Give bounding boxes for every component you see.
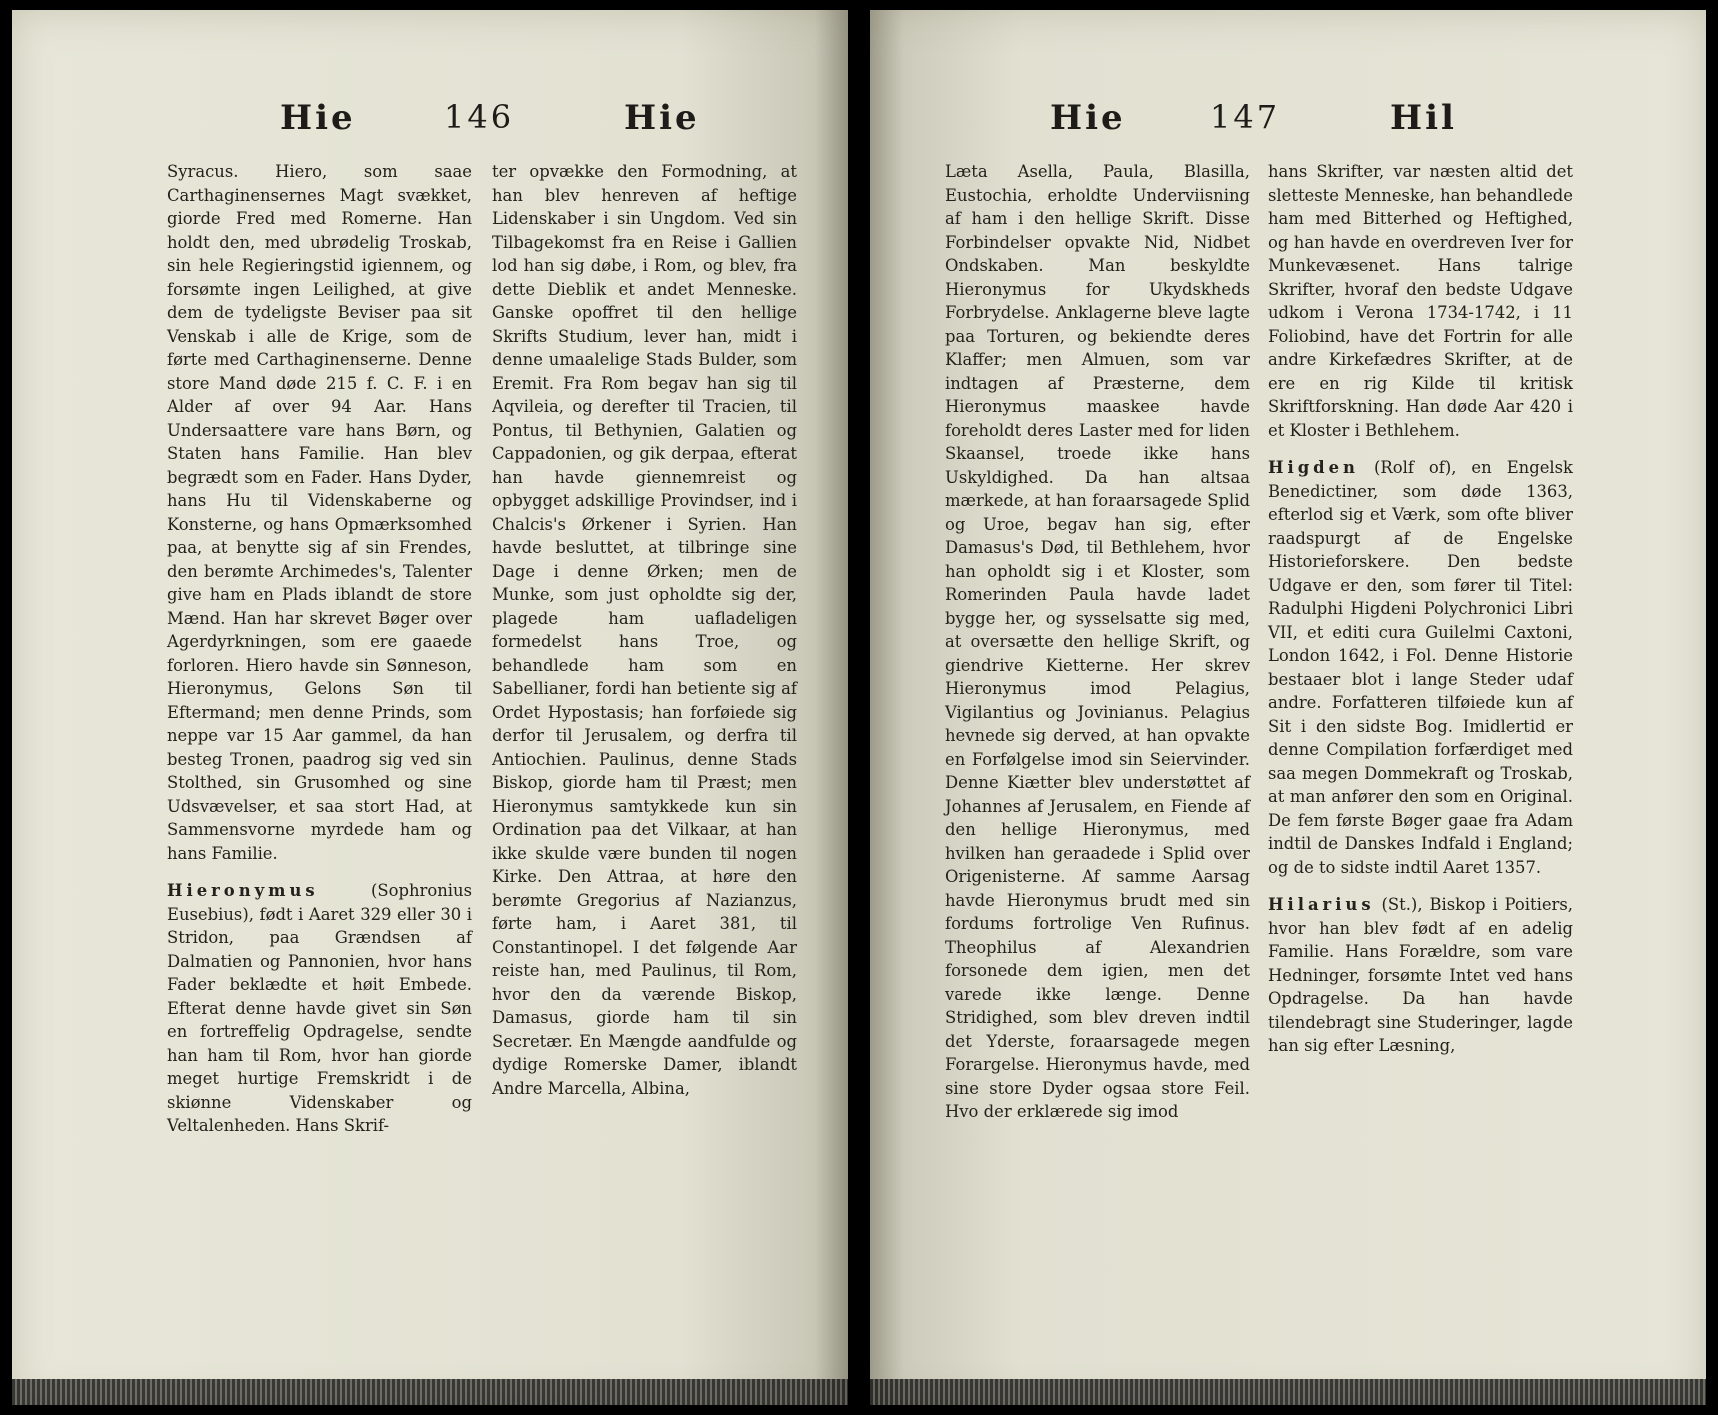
- page-number: 147: [1210, 98, 1281, 136]
- entry-term: Hieronymus: [167, 881, 319, 900]
- left-page: [12, 10, 848, 1405]
- entry-body: Syracus. Hiero, som saae Carthaginensernes Magt svækket, giorde Fred med Romerne. Han holdt den, med ubrødelig Troskab, sin hele Regieringstid igiennem, og forsømte ingen Leilighed, at give dem de tydeligste Beviser paa sit Venskab i alle de Krige, som de førte med Carthaginenserne. Denne store Mand døde 215 f. C. F. i en Alder af over 94 Aar. Hans Undersaattere vare hans Børn, og Staten hans Familie. Han blev begrædt som en Fader. Hans Dyder, hans Hu til Videnskaberne og Konsterne, og hans Opmærksomhed paa, at benytte sig af sin Frendes, den berømte Archimedes's, Talenter give ham en Plads iblandt de store Mænd. Han har skrevet Bøger over Agerdyrkningen, som ere gaaede forloren. Hiero havde sin Sønneson, Hieronymus, Gelons Søn til Eftermand; men denne Prinds, som neppe var 15 Aar gammel, da han besteg Tronen, paadrog sig ved sin Stolthed, sin Grusomhed og sine Udsvævelser, et saa stort Had, at Sammensvorne myrdede ham og hans Familie.: [167, 162, 472, 863]
- text-column: [167, 160, 472, 1152]
- text-column: [945, 160, 1250, 1138]
- headword-right: Hil: [1390, 98, 1457, 138]
- dictionary-entry: [1268, 893, 1573, 1058]
- entry-body: ter opvække den Formodning, at han blev henreven af heftige Lidenskaber i sin Ungdom. Ved sin Tilbagekomst fra en Reise i Gallien lod han sig døbe, i Rom, og blev, fra dette Dieblik et andet Menneske. Ganske opoffret til den hellige Skrifts Studium, lever han, midt i denne umaalelige Stads Bulder, som Eremit. Fra Rom begav han sig til Aqvileia, og derefter til Tracien, til Pontus, til Bethynien, Galatien og Cappadonien, og gik derpaa, efterat han havde giennemreist og opbygget adskillige Provindser, ind i Chalcis's Ørkener i Syrien. Han havde besluttet, at tilbringe sine Dage i denne Ørken; men de Munke, som just opholdte sig der, plagede ham uafladeligen formedelst hans Troe, og behandlede ham som en Sabellianer, fordi han betiente sig af Ordet Hypostasis; han forføiede sig derfor til Jerusalem, og derfra til Antiochien. Paulinus, denne Stads Biskop, giorde ham til Præst; men Hieronymus samtykkede kun sin Ordination paa det Vilkaar, at han ikke skulde være bunden til nogen Kirke. Den Attraa, at høre den berømte Gregorius af Nazianzus, førte ham, i Aaret 381, til Constantinopel. I det følgende Aar reiste han, med Paulinus, til Rom, hvor den da værende Biskop, Damasus, giorde ham til sin Secretær. En Mængde aandfulde og dydige Romerske Damer, iblandt Andre Marcella, Albina,: [492, 162, 797, 1098]
- headword-left: Hie: [280, 98, 356, 138]
- entry-term: Higden: [1268, 458, 1359, 477]
- entry-text: [945, 160, 1250, 1124]
- page-header: [12, 98, 848, 158]
- entry-body: hans Skrifter, var næsten altid det slettestе Menneske, han behandlede ham med Bitterhed og Heftighed, og han havde en overdreven Iver for Munkevæsenet. Hans talrige Skrifter, hvoraf den bedste Udgave udkom i Verona 1734-1742, i 11 Foliobind, have det Fortrin for alle andre Kirkefædres Skrifter, at de ere en rig Kilde til kritisk Skriftforskning. Han døde Aar 420 i et Kloster i Bethlehem.: [1268, 162, 1573, 440]
- dictionary-entry: [1268, 456, 1573, 879]
- entry-body: (St.), Biskop i Poitiers, hvor han blev født af en adelig Familie. Hans Forældre, som vare Hedninger, forsømte Intet ved hans Opdragelse. Da han havde tilendebragt sine Studeringer, lagde han sig efter Læsning,: [1268, 895, 1573, 1055]
- headword-right: Hie: [624, 98, 700, 138]
- headword-left: Hie: [1050, 98, 1126, 138]
- entry-body: Læta Asella, Paula, Blasilla, Eustochia, erholdte Underviisning af ham i den hellige Skrift. Disse Forbindelser opvakte Nid, Nidbet Ondskaben. Man beskyldte Hieronymus for Ukydskheds Forbrydelse. Anklagerne bleve lagte paa Torturen, og bekiendte deres Klaffer; men Almuen, som var indtagen af Præsterne, dem Hieronymus maaskee havde foreholdt deres Laster med for liden Skaansel, troede ikke hans Uskyldighed. Da han altsaa mærkede, at han foraarsagede Splid og Uroe, begav han sig, efter Damasus's Død, til Bethlehem, hvor han opholdt sig i et Kloster, som Romerinden Paula havde ladet bygge her, og sysselsatte sig med, at oversætte den hellige Skrift, og giendrive Kietterne. Her skrev Hieronymus imod Pelagius, Vigilantius og Jovinianus. Pelagius hevnede sig derved, at han opvakte en Forfølgelse imod sin Seiervinder. Denne Kiætter blev understøttet af Johannes af Jerusalem, en Fiende af den hellige Hieronymus, med hvilken han geraadede i Splid over Origenisterne. Af samme Aarsag havde Hieronymus brudt med sin fordums fortrolige Ven Rufinus. Theophilus af Alexandrien forsonede dem igien, men det varede ikke længe. Denne Stridighed, som blev dreven indtil det Yderste, foraarsagede megen Forargelse. Hieronymus havde, med sine store Dyder ogsaa store Feil. Hvo der erklærede sig imod: [945, 162, 1250, 1121]
- entry-text: [167, 160, 472, 865]
- entry-body: (Rolf of), en Engelsk Benedictiner, som døde 1363, efterlod sig et Værk, som ofte bliver raadspurgt af de Engelske Historieforskere. Den bedste Udgave er den, som fører til Titel: Radulphi Higdeni Polychronici Libri VII, et editi cura Guilelmi Caxtoni, London 1642, i Fol. Denne Historie bestaaer blot i lange Steder udaf andre. Forfatteren tilføiede kun af Sit i den sidste Bog. Imidlertid er denne Compilation forfærdiget med saa megen Dommekraft og Troskab, at man anfører den som en Original. De fem første Bøger gaae fra Adam indtil de Danskes Indfald i England; og de to sidste indtil Aaret 1357.: [1268, 458, 1573, 877]
- text-column: [1268, 160, 1573, 1072]
- text-column: [492, 160, 797, 1114]
- right-page: [870, 10, 1706, 1405]
- dictionary-entry: [167, 879, 472, 1138]
- page-number: 146: [444, 98, 515, 136]
- entry-text: [492, 160, 797, 1100]
- entry-body: (Sophronius Eusebius), født i Aaret 329 eller 30 i Stridon, paa Grændsen af Dalmatien og Pannonien, hvor hans Fader beklædte et høit Embede. Efterat denne havde givet sin Søn en fortreffelig Opdragelse, sendte han ham til Rom, hvor han giorde meget hurtige Fremskridt i de skiønne Videnskaber og Veltalenheden. Hans Skrif-: [167, 881, 472, 1135]
- page-header: [870, 98, 1706, 158]
- entry-text: [1268, 160, 1573, 442]
- entry-term: Hilarius: [1268, 895, 1375, 914]
